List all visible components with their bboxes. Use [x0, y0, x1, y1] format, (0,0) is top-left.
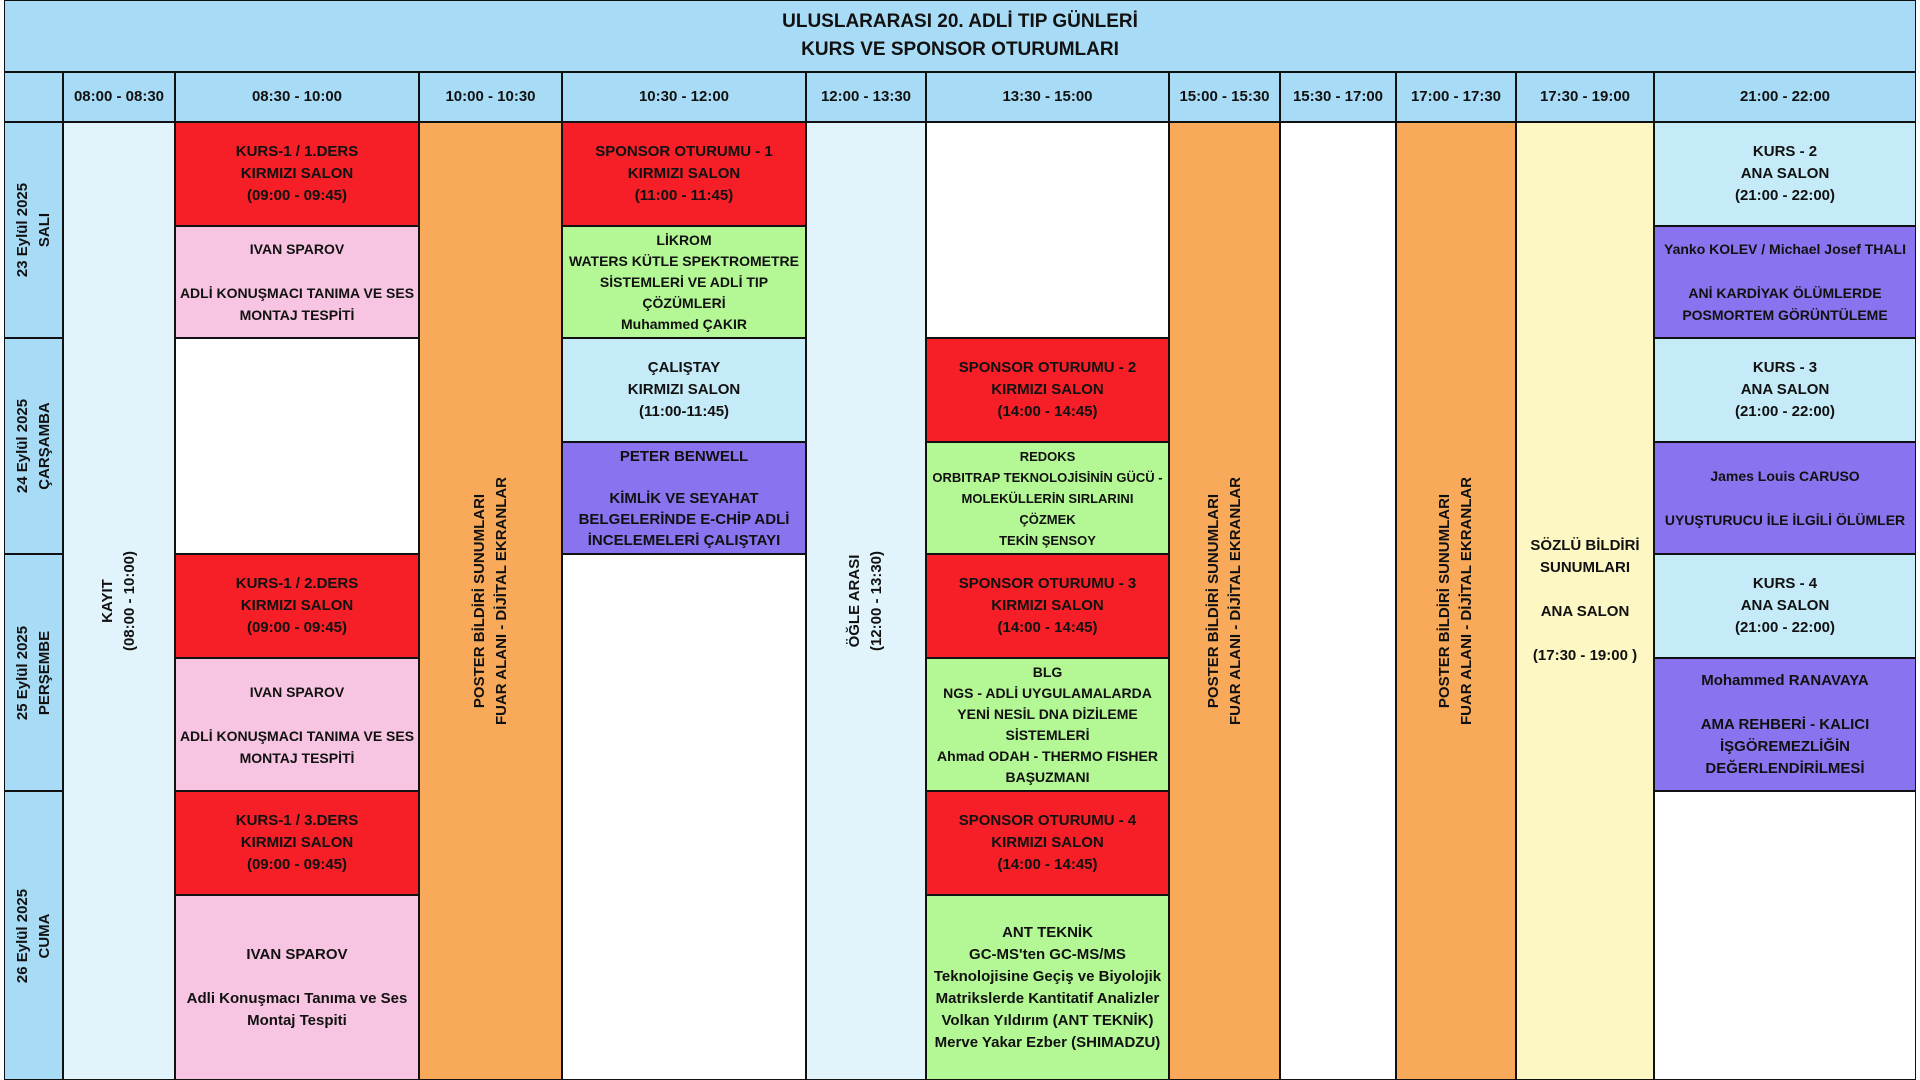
cell-text-line: (14:00 - 14:45) — [997, 403, 1098, 420]
cell-text-line: BAŞUZMANI — [1005, 768, 1090, 785]
cell-text-line: ANA SALON — [1740, 597, 1830, 614]
cell-text-line: (11:00-11:45) — [638, 403, 730, 420]
cell-text-line: GC-MS'ten GC-MS/MS — [969, 945, 1126, 963]
session-sponsor-session-3 — [926, 554, 1169, 658]
cell-text-line: NGS - ADLİ UYGULAMALARDA — [943, 684, 1152, 701]
cell-text-line: REDOKS — [1019, 448, 1076, 464]
cell-text-line: TEKİN ŞENSOY — [999, 532, 1096, 548]
time-slot-label: 21:00 - 22:00 — [1739, 88, 1831, 105]
session-talk-kolev-thali — [1654, 226, 1916, 338]
cell-text-line: 26 Eylül 2025 — [13, 888, 31, 983]
time-slot-label: 08:30 - 10:00 — [251, 88, 343, 105]
cell-text-line — [1583, 579, 1587, 601]
cell-text-line: KIRMIZI SALON — [991, 597, 1104, 614]
session-text-rotated — [1434, 477, 1478, 725]
time-slot-label: 15:00 - 15:30 — [1179, 88, 1270, 105]
cell-text-line — [1583, 623, 1587, 645]
cell-text-line — [1783, 260, 1787, 282]
cell-text-line: SÖZLÜ BİLDİRİ — [1530, 537, 1640, 554]
cell-text-line: BELGELERİNDE E-CHİP ADLİ — [578, 510, 790, 528]
cell-text-line: Adli Konuşmacı Tanıma ve Ses — [186, 989, 408, 1007]
cell-text-line: İNCELEMELERİ ÇALIŞTAYI — [587, 531, 781, 549]
session-poster-afternoon — [1169, 122, 1280, 1080]
cell-text-line: DEĞERLENDİRİLMESİ — [1705, 759, 1865, 777]
cell-text-line — [295, 966, 299, 988]
time-slot-label: 12:00 - 13:30 — [820, 88, 912, 105]
session-empty-1330-tue — [926, 122, 1169, 338]
cell-text-line: (09:00 - 09:45) — [246, 856, 348, 873]
cell-text-line: UYUŞTURUCU İLE İLGİLİ ÖLÜMLER — [1664, 512, 1906, 528]
time-slot-label: 17:30 - 19:00 — [1539, 88, 1631, 105]
time-slot-label: 17:00 - 17:30 — [1410, 88, 1502, 105]
cell-text-line: ANA SALON — [1740, 381, 1830, 398]
cell-text-line: CUMA — [35, 913, 53, 959]
cell-text-line: SİSTEMLERİ VE ADLİ TIP — [599, 273, 769, 290]
cell-text-line: PETER BENWELL — [619, 447, 749, 465]
time-slot-header — [806, 72, 926, 122]
time-slot-header — [1516, 72, 1654, 122]
time-slot-header — [926, 72, 1169, 122]
title-line-2: KURS VE SPONSOR OTURUMLARI — [801, 39, 1119, 60]
cell-text-line: IVAN SPAROV — [249, 241, 345, 257]
cell-text-line: FUAR ALANI - DİJİTAL EKRANLAR — [1226, 476, 1244, 726]
cell-text-line: ANİ KARDİYAK ÖLÜMLERDE — [1688, 285, 1882, 301]
session-lecture-sparov-2 — [175, 658, 419, 791]
session-text-rotated — [844, 551, 888, 651]
session-sponsor-redoks — [926, 442, 1169, 554]
cell-text-line: Volkan Yıldırım (ANT TEKNİK) — [941, 1011, 1154, 1029]
cell-text-line: 23 Eylül 2025 — [13, 182, 31, 278]
cell-text-line: (21:00 - 22:00) — [1734, 403, 1836, 420]
session-course-1-lesson-3 — [175, 791, 419, 895]
session-lecture-sparov-1 — [175, 226, 419, 338]
time-slot-label: 15:30 - 17:00 — [1292, 88, 1384, 105]
cell-text-line: KURS-1 / 2.DERS — [235, 575, 359, 592]
day-label — [4, 338, 63, 554]
session-text-rotated — [469, 477, 513, 725]
cell-text-line: (21:00 - 22:00) — [1734, 619, 1836, 636]
session-sponsor-session-2 — [926, 338, 1169, 442]
cell-text-line: ÖĞLE ARASI — [846, 554, 863, 648]
corner-cell — [4, 72, 63, 122]
cell-text-line: IVAN SPAROV — [249, 683, 345, 700]
cell-text-line: KIRMIZI SALON — [991, 834, 1104, 851]
cell-text-line: (12:00 - 13:30) — [868, 550, 885, 652]
cell-text-line: 25 Eylül 2025 — [13, 625, 31, 720]
cell-text-line: ÇÖZÜMLERİ — [642, 294, 726, 311]
session-sponsor-likrom — [562, 226, 806, 338]
time-slot-header — [63, 72, 175, 122]
day-label-text — [12, 888, 56, 982]
cell-text-line: POSTER BİLDİRİ SUNUMLARI — [1436, 493, 1453, 709]
title-line-1: ULUSLARARASI 20. ADLİ TIP GÜNLERİ — [782, 11, 1138, 32]
cell-text-line: AMA REHBERİ - KALICI — [1700, 715, 1870, 733]
cell-text-line: İŞGÖREMEZLİĞİN — [1719, 737, 1850, 755]
cell-text-line: IVAN SPAROV — [246, 945, 348, 963]
cell-text-line: SPONSOR OTURUMU - 4 — [958, 812, 1137, 829]
cell-text-line: (21:00 - 22:00) — [1734, 187, 1836, 204]
session-sponsor-ant-teknik — [926, 895, 1169, 1080]
session-sponsor-session-1 — [562, 122, 806, 226]
cell-text-line: (17:30 - 19:00 ) — [1532, 647, 1638, 664]
cell-text-line — [1783, 487, 1787, 509]
page-title — [4, 0, 1916, 72]
cell-text-line: POSTER BİLDİRİ SUNUMLARI — [470, 493, 488, 709]
cell-text-line: SİSTEMLERİ — [1005, 726, 1090, 743]
cell-text-line: POSMORTEM GÖRÜNTÜLEME — [1682, 307, 1888, 323]
cell-text-line: KIRMIZI SALON — [627, 381, 741, 398]
cell-text-line: SUNUMLARI — [1540, 559, 1630, 576]
cell-text-line: KURS-1 / 3.DERS — [235, 812, 359, 829]
cell-text-line: James Louis CARUSO — [1710, 468, 1860, 484]
cell-text-line: Teknolojisine Geçiş ve Biyolojik — [933, 967, 1162, 985]
session-text-rotated — [1203, 477, 1247, 725]
session-lunch-break — [806, 122, 926, 1080]
day-label-text — [12, 625, 56, 719]
session-workshop — [562, 338, 806, 442]
cell-text-line: ÇÖZMEK — [1019, 511, 1076, 527]
cell-text-line: WATERS KÜTLE SPEKTROMETRE — [569, 252, 799, 269]
time-slot-header — [1396, 72, 1516, 122]
time-slot-label: 08:00 - 08:30 — [73, 88, 165, 105]
session-talk-caruso — [1654, 442, 1916, 554]
session-empty-0830-wed — [175, 338, 419, 554]
cell-text-line: (14:00 - 14:45) — [997, 619, 1098, 636]
session-lecture-sparov-3 — [175, 895, 419, 1080]
cell-text-line — [1783, 692, 1787, 714]
cell-text-line: Matrikslerde Kantitatif Analizler — [935, 989, 1160, 1007]
day-label-text — [12, 183, 56, 277]
cell-text-line: POSTER BİLDİRİ SUNUMLARI — [1204, 493, 1222, 709]
session-registration — [63, 122, 175, 1080]
cell-text-line: ANA SALON — [1540, 603, 1630, 620]
cell-text-line: KAYIT — [99, 579, 116, 623]
cell-text-line: (14:00 - 14:45) — [997, 856, 1098, 873]
cell-text-line: YENİ NESİL DNA DİZİLEME — [957, 705, 1138, 722]
time-slot-header — [1169, 72, 1280, 122]
session-empty-2100-fri — [1654, 791, 1916, 1080]
session-sponsor-blg — [926, 658, 1169, 791]
day-label — [4, 791, 63, 1080]
time-slot-header — [562, 72, 806, 122]
cell-text-line: (11:00 - 11:45) — [634, 187, 734, 204]
session-course-2 — [1654, 122, 1916, 226]
cell-text-line: SPONSOR OTURUMU - 2 — [958, 359, 1137, 376]
cell-text-line: (09:00 - 09:45) — [246, 187, 348, 204]
time-slot-header — [1654, 72, 1916, 122]
cell-text-line: (09:00 - 09:45) — [246, 619, 348, 636]
session-course-1-lesson-1 — [175, 122, 419, 226]
day-label — [4, 554, 63, 791]
cell-text-line: KIRMIZI SALON — [240, 834, 354, 851]
time-slot-label: 10:30 - 12:00 — [638, 88, 730, 105]
session-oral-presentations — [1516, 122, 1654, 1080]
cell-text-line: ADLİ KONUŞMACI TANIMA VE SES — [179, 727, 415, 744]
cell-text-line: ANA SALON — [1740, 165, 1830, 182]
cell-text-line: FUAR ALANI - DİJİTAL EKRANLAR — [492, 476, 510, 726]
cell-text-line: KURS - 3 — [1752, 359, 1818, 376]
session-poster-evening — [1396, 122, 1516, 1080]
session-course-4 — [1654, 554, 1916, 658]
time-slot-header — [1280, 72, 1396, 122]
time-slot-header — [175, 72, 419, 122]
cell-text-line: FUAR ALANI - DİJİTAL EKRANLAR — [1458, 476, 1475, 726]
cell-text-line: KIRMIZI SALON — [627, 165, 741, 182]
cell-text-line: ANT TEKNİK — [1002, 923, 1093, 941]
session-empty-1530 — [1280, 122, 1396, 1080]
cell-text-line: Mohammed RANAVAYA — [1701, 671, 1869, 689]
session-course-3 — [1654, 338, 1916, 442]
session-text-rotated — [97, 551, 141, 651]
day-label — [4, 122, 63, 338]
time-slot-label: 10:00 - 10:30 — [445, 88, 536, 105]
session-talk-ranavaya — [1654, 658, 1916, 791]
session-workshop-benwell — [562, 442, 806, 554]
cell-text-line: KİMLİK VE SEYAHAT — [609, 489, 759, 507]
cell-text-line: ÇALIŞTAY — [647, 359, 721, 376]
cell-text-line — [682, 467, 686, 488]
cell-text-line: KURS-1 / 1.DERS — [235, 143, 359, 160]
cell-text-line: ORBITRAP TEKNOLOJİSİNİN GÜCÜ - — [932, 469, 1163, 485]
cell-text-line: Ahmad ODAH - THERMO FISHER — [937, 747, 1158, 764]
cell-text-line: Yanko KOLEV / Michael Josef THALI — [1664, 241, 1906, 257]
session-poster-morning — [419, 122, 562, 1080]
cell-text-line: ÇARŞAMBA — [35, 402, 53, 490]
cell-text-line: LİKROM — [656, 231, 712, 248]
cell-text-line: MOLEKÜLLERİN SIRLARINI — [961, 490, 1134, 506]
cell-text-line: 24 Eylül 2025 — [13, 398, 31, 494]
cell-text-line: SALI — [35, 212, 53, 248]
cell-text-line: ADLİ KONUŞMACI TANIMA VE SES — [179, 285, 415, 301]
time-slot-label: 13:30 - 15:00 — [1002, 88, 1093, 105]
cell-text-line: KIRMIZI SALON — [240, 165, 354, 182]
day-label-text — [12, 399, 56, 493]
cell-text-line — [295, 703, 299, 725]
cell-text-line: MONTAJ TESPİTİ — [239, 307, 355, 323]
session-sponsor-session-4 — [926, 791, 1169, 895]
session-empty-1030-thu-fri — [562, 554, 806, 1080]
cell-text-line: KIRMIZI SALON — [240, 597, 354, 614]
cell-text-line: Muhammed ÇAKIR — [620, 315, 747, 332]
cell-text-line: Merve Yakar Ezber (SHIMADZU) — [934, 1033, 1161, 1051]
cell-text-line: SPONSOR OTURUMU - 3 — [958, 575, 1137, 592]
time-slot-header — [419, 72, 562, 122]
cell-text-line: PERŞEMBE — [35, 630, 53, 715]
cell-text-line — [295, 260, 299, 282]
cell-text-line: SPONSOR OTURUMU - 1 — [595, 143, 773, 160]
cell-text-line: KURS - 4 — [1752, 575, 1818, 592]
cell-text-line: MONTAJ TESPİTİ — [239, 749, 355, 766]
cell-text-line: BLG — [1032, 663, 1063, 680]
cell-text-line: (08:00 - 10:00) — [121, 550, 138, 652]
session-course-1-lesson-2 — [175, 554, 419, 658]
cell-text-line: KIRMIZI SALON — [991, 381, 1104, 398]
cell-text-line: Montaj Tespiti — [247, 1011, 347, 1029]
cell-text-line: KURS - 2 — [1752, 143, 1818, 160]
